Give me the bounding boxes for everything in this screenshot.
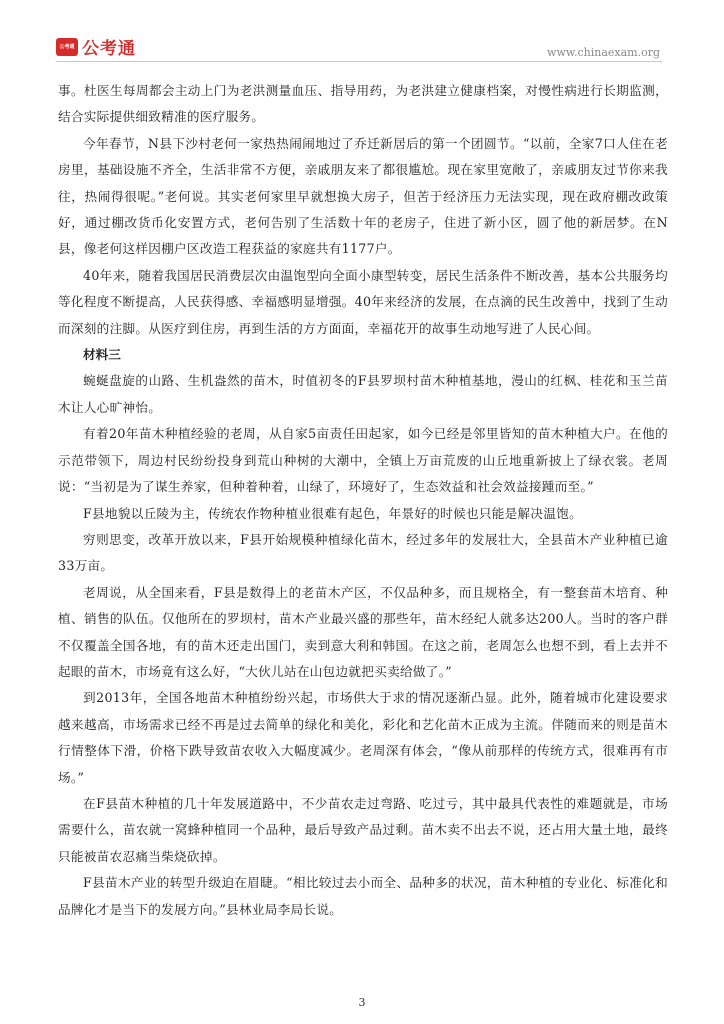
paragraph: 到2013年，全国各地苗木种植纷纷兴起，市场供大于求的情况逐渐凸显。此外，随着城市化建设要求越来越高，市场需求已经不再是过去简单的绿化和美化，彩化和艺化苗木正成为主流。伴随而来的则是苗木行情整体下滑，价格下跌导致苗农收入大幅度减少。老周深有体会，“像从前那样的传统方式，很难再有市场。” [58,690,668,785]
paragraph: F县苗木产业的转型升级迫在眉睫。“相比较过去小而全、品种多的状况，苗木种植的专业化、标准化和品牌化才是当下的发展方向。”县林业局李局长说。 [58,875,668,917]
paragraph: 在F县苗木种植的几十年发展道路中，不少苗农走过弯路、吃过亏，其中最具代表性的难题就是，市场需要什么，苗农就一窝蜂种植同一个品种，最后导致产品过剩。苗木卖不出去不说，还占用大量土地，最终只能被苗农忍痛当柴烧砍掉。 [58,795,668,864]
document-body [58,78,668,923]
section-heading: 材料三 [83,347,121,363]
paragraph: 老周说，从全国来看，F县是数得上的老苗木产区，不仅品种多，而且规格全，有一整套苗木培育、种植、销售的队伍。仅他所在的罗坝村，苗木产业最兴盛的那些年，苗木经纪人就多达200人。当时的客户群不仅覆盖全国各地，有的苗木还走出国门，卖到意大利和韩国。在这之前，老周怎么也想不到，看上去并不起眼的苗木，市场竟有这么好，“大伙儿站在山包边就把买卖给做了。” [58,584,668,679]
page-header [0,0,724,64]
paragraph: 今年春节，N县下沙村老何一家热热闹闹地过了乔迁新居后的第一个团圆节。“以前，全家7口人住在老房里，基础设施不齐全，生活非常不方便，亲戚朋友来了都很尴尬。现在家里宽敞了，亲戚朋友过节你来我往，热闹得很呢。”老何说。其实老何家里早就想换大房子，但苦于经济压力无法实现，现在政府棚改政策好，通过棚改货币化安置方式，老何告别了生活数十年的老房子，住进了新小区，圆了他的新居梦。在N县，像老何这样因棚户区改造工程获益的家庭共有1177户。 [58,135,668,257]
page-number: 3 [358,996,366,1009]
paragraph-continued: 事。杜医生每周都会主动上门为老洪测量血压、指导用药，为老洪建立健康档案，对慢性病进行长期监测，结合实际提供细致精准的医疗服务。 [58,83,668,125]
site-url[interactable]: www.chinaexam.org [547,46,660,59]
logo-badge-icon: 公考通 [56,38,78,56]
paragraph: 40年来，随着我国居民消费层次由温饱型向全面小康型转变，居民生活条件不断改善，基本公共服务均等化程度不断提高，人民获得感、幸福感明显增强。40年来经济的发展，在点滴的民生改善中，找到了生动而深刻的注脚。从医疗到住房，再到生活的方方面面，幸福花开的故事生动地写进了人民心间。 [58,267,668,336]
logo-text: 公考通 [82,39,136,59]
paragraph: 有着20年苗木种植经验的老周，从自家5亩责任田起家，如今已经是邻里皆知的苗木种植大户。在他的示范带领下，周边村民纷纷投身到荒山种树的大潮中，全镇上万亩荒废的山丘地重新披上了绿衣裳。老周说：“当初是为了谋生养家，但种着种着，山绿了，环境好了，生态效益和社会效益接踵而至。” [58,426,668,495]
paragraph: 蜿蜒盘旋的山路、生机盎然的苗木，时值初冬的F县罗坝村苗木种植基地，漫山的红枫、桂花和玉兰苗木让人心旷神怡。 [58,373,668,415]
paragraph: 穷则思变，改革开放以来，F县开始规模种植绿化苗木，经过多年的发展壮大，全县苗木产业种植已逾33万亩。 [58,531,668,574]
header-divider [56,61,662,62]
site-logo[interactable] [56,34,136,59]
paragraph: F县地貌以丘陵为主，传统农作物种植业很难有起色，年景好的时候也只能是解决温饱。 [83,505,583,521]
